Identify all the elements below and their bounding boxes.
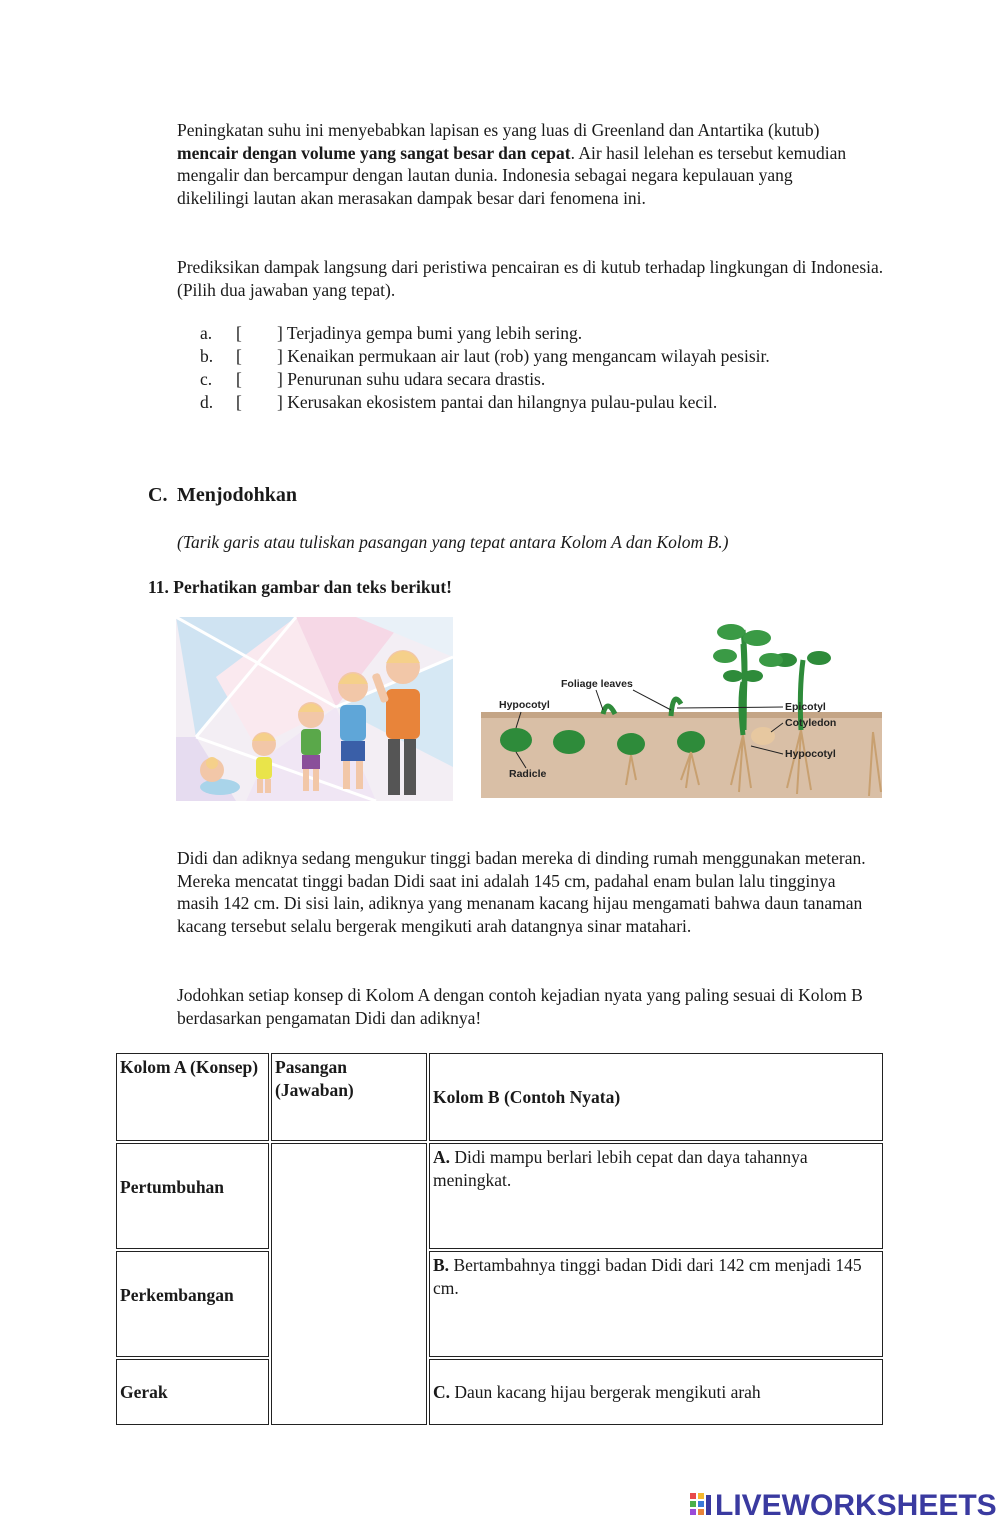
intro-text-start: Peningkatan suhu ini menyebabkan lapisan es yang luas di Greenland dan Antartika (kutub) <box>177 120 820 140</box>
concept-perkembangan: Perkembangan <box>116 1251 269 1357</box>
example-b <box>429 1251 883 1357</box>
section-instruction: (Tarik garis atau tuliskan pasangan yang tepat antara Kolom A dan Kolom B.) <box>177 532 729 552</box>
growth-illustration <box>176 617 453 801</box>
table-row <box>116 1143 883 1249</box>
label-hypocotyl-right: Hypocotyl <box>785 748 836 760</box>
label-foliage: Foliage leaves <box>561 678 633 690</box>
matching-table <box>114 1051 885 1427</box>
table-row <box>116 1359 883 1425</box>
option-text: ] Terjadinya gempa bumi yang lebih sering. <box>277 323 583 343</box>
liveworksheets-logo[interactable] <box>690 1488 997 1524</box>
question-text: Prediksikan dampak langsung dari peristiwa pencairan es di kutub terhadap lingkungan di Indonesia. (Pilih dua jawaban yang tepat). <box>177 257 884 300</box>
example-letter: A. <box>433 1147 451 1167</box>
logo-grid-icon <box>690 1493 712 1519</box>
table-row <box>116 1251 883 1357</box>
option-letter: b. <box>200 346 214 366</box>
example-c <box>429 1359 883 1425</box>
task-paragraph: Jodohkan setiap konsep di Kolom A dengan contoh kejadian nyata yang paling sesuai di Kolom B berdasarkan pengamatan Didi dan adiknya! <box>177 985 863 1028</box>
answer-cell[interactable] <box>271 1143 427 1425</box>
option-d[interactable] <box>200 391 717 414</box>
label-cotyledon: Cotyledon <box>785 717 837 729</box>
option-checkbox[interactable]: [ <box>236 323 242 343</box>
example-text: Didi mampu berlari lebih cepat dan daya tahannya meningkat. <box>433 1147 808 1190</box>
intro-text-end: . Air hasil lelehan es tersebut kemudian mengalir dan bercampur dengan lautan dunia. Indonesia sebagai negara kepulauan yang dikelilingi lautan akan merasakan dampak besar dari fenomena ini. <box>177 142 847 208</box>
header-pasangan: Pasangan (Jawaban) <box>271 1053 427 1141</box>
header-kolom-a: Kolom A (Konsep) <box>116 1053 269 1141</box>
label-radicle: Radicle <box>509 768 547 780</box>
option-a[interactable] <box>200 322 582 345</box>
intro-bold-text: mencair dengan volume yang sangat besar dan cepat <box>177 142 571 163</box>
header-kolom-b: Kolom B (Contoh Nyata) <box>429 1053 883 1141</box>
option-letter: d. <box>200 392 214 412</box>
option-letter: c. <box>200 369 213 389</box>
option-b[interactable] <box>200 345 770 368</box>
option-letter: a. <box>200 323 213 343</box>
concept-pertumbuhan: Pertumbuhan <box>116 1143 269 1249</box>
option-c[interactable] <box>200 368 545 391</box>
example-a <box>429 1143 883 1249</box>
story-paragraph: Didi dan adiknya sedang mengukur tinggi badan mereka di dinding rumah menggunakan meteran. Mereka mencatat tinggi badan Didi saat ini adalah 145 cm, padahal enam bulan lalu tingginya masih 142 cm. Di sisi lain, adiknya yang menanam kacang hijau mengamati bahwa daun tanaman kacang tersebut selalu bergerak mengikuti arah datangnya sinar matahari. <box>177 848 866 936</box>
germination-diagram <box>481 620 882 798</box>
option-text: ] Kenaikan permukaan air laut (rob) yang mengancam wilayah pesisir. <box>277 346 770 366</box>
germination-diagram-svg <box>481 620 882 798</box>
label-epicotyl: Epicotyl <box>785 701 826 713</box>
intro-paragraph <box>177 119 867 209</box>
option-checkbox[interactable]: [ <box>236 392 242 412</box>
section-number: C. <box>148 484 168 506</box>
option-text: ] Penurunan suhu udara secara drastis. <box>277 369 546 389</box>
label-hypocotyl-left: Hypocotyl <box>499 699 550 711</box>
example-text: Daun kacang hijau bergerak mengikuti arah <box>454 1381 761 1402</box>
option-checkbox[interactable]: [ <box>236 369 242 389</box>
example-letter: C. <box>433 1381 451 1402</box>
table-header-row <box>116 1053 883 1141</box>
logo-text: LIVEWORKSHEETS <box>715 1489 997 1522</box>
growth-illustration-svg <box>176 617 453 801</box>
example-text: Bertambahnya tinggi badan Didi dari 142 cm menjadi 145 cm. <box>433 1255 862 1298</box>
section-title: Menjodohkan <box>177 484 298 506</box>
concept-gerak: Gerak <box>116 1359 269 1425</box>
option-checkbox[interactable]: [ <box>236 346 242 366</box>
section-heading <box>148 484 297 507</box>
question-11-title: 11. Perhatikan gambar dan teks berikut! <box>148 577 453 597</box>
option-text: ] Kerusakan ekosistem pantai dan hilangnya pulau-pulau kecil. <box>277 392 718 412</box>
example-letter: B. <box>433 1255 450 1275</box>
